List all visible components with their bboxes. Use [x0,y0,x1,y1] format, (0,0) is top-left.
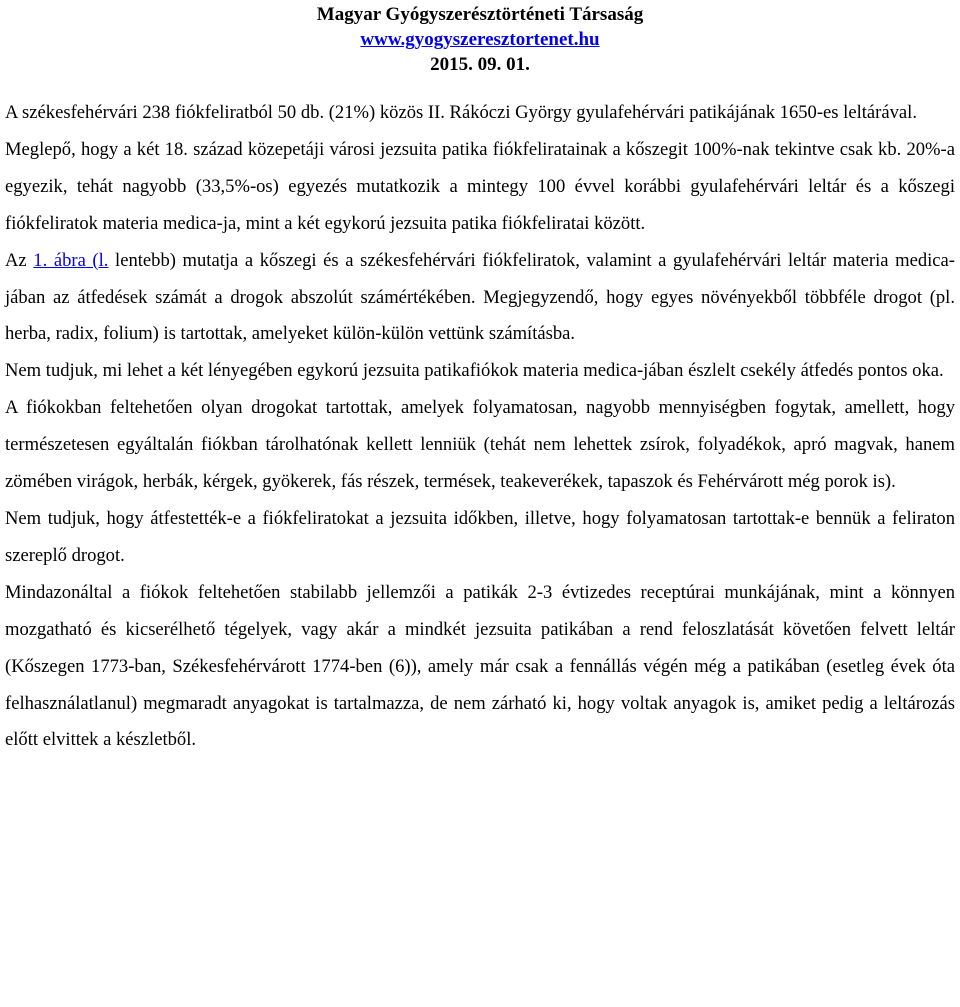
paragraph-4: Nem tudjuk, mi lehet a két lényegében egykorú jezsuita patikafiókok materia medica-jában észlelt csekély átfedés pontos oka. [5,360,944,382]
paragraph-5: A fiókokban feltehetően olyan drogokat tartottak, amelyek folyamatosan, nagyobb mennyiségben fogytak, amellett, hogy természetesen egyáltalán fiókban tárolhatónak kellett lenniük (tehát nem lehettek zsírok, folyadékok, apró magvak, hanem zömében virágok, herbák, kérgek, gyökerek, fás részek, termések, teakeverékek, tapaszok és Fehérvárott még porok is). [5,397,955,493]
paragraph-3-text: lentebb) mutatja a kőszegi és a székesfehérvári fiókfeliratok, valamint a gyulafehérvári leltár materia medica-jában az átfedések számát a drogok abszolút számértékében. Megjegyzendő, hogy egyes növényekből többféle drogot (pl. herba, radix, folium) is tartottak, amelyeket külön-külön vettünk számításba. [5,249,955,345]
paragraph-2: Meglepő, hogy a két 18. század közepetáji városi jezsuita patika fiókfeliratainak a kőszegit 100%-nak tekintve csak kb. 20%-a egyezik, tehát nagyobb (33,5%-os) egyezés mutatkozik a mintegy 100 évvel korábbi gyulafehérvári leltár és a kőszegi fiókfeliratok materia medica-ja, mint a két egykorú jezsuita patika fiókfeliratai között. [5,138,955,234]
website-link[interactable]: www.gyogyszeresztortenet.hu [360,29,600,50]
figure-1-link[interactable]: 1. ábra [33,249,86,271]
page-header [0,0,960,77]
paragraph-3 [5,243,955,354]
organization-name: Magyar Gyógyszerésztörténeti Társaság [316,4,644,25]
publication-date: 2015. 09. 01. [430,54,530,75]
paragraph-3-lead: Az [5,249,34,271]
paragraph-1: A székesfehérvári 238 fiókfeliratból 50 db. (21%) közös II. Rákóczi György gyulafehérvári patikájának 1650-es leltárával. [5,102,917,123]
figure-1-link-ref[interactable]: (l. [85,249,109,271]
paragraph-6: Nem tudjuk, hogy átfestették-e a fiókfeliratokat a jezsuita időkben, illetve, hogy folyamatosan tartottak-e bennük a feliraton szereplő drogot. [5,507,955,566]
document-body [5,95,955,759]
paragraph-7: Mindazonáltal a fiókok feltehetően stabilabb jellemzői a patikák 2-3 évtizedes receptúrai munkájának, mint a könnyen mozgatható és kicserélhető tégelyek, vagy akár a mindkét jezsuita patikában a rend feloszlatását követően felvett leltár (Kőszegen 1773-ban, Székesfehérvárott 1774-ben (6)), amely már csak a fennállás végén még a patikában (esetleg évek óta felhasználatlanul) megmaradt anyagokat is tartalmazza, de nem zárható ki, hogy voltak anyagok is, amiket pedig a leltározás előtt elvittek a készletből. [5,581,955,751]
